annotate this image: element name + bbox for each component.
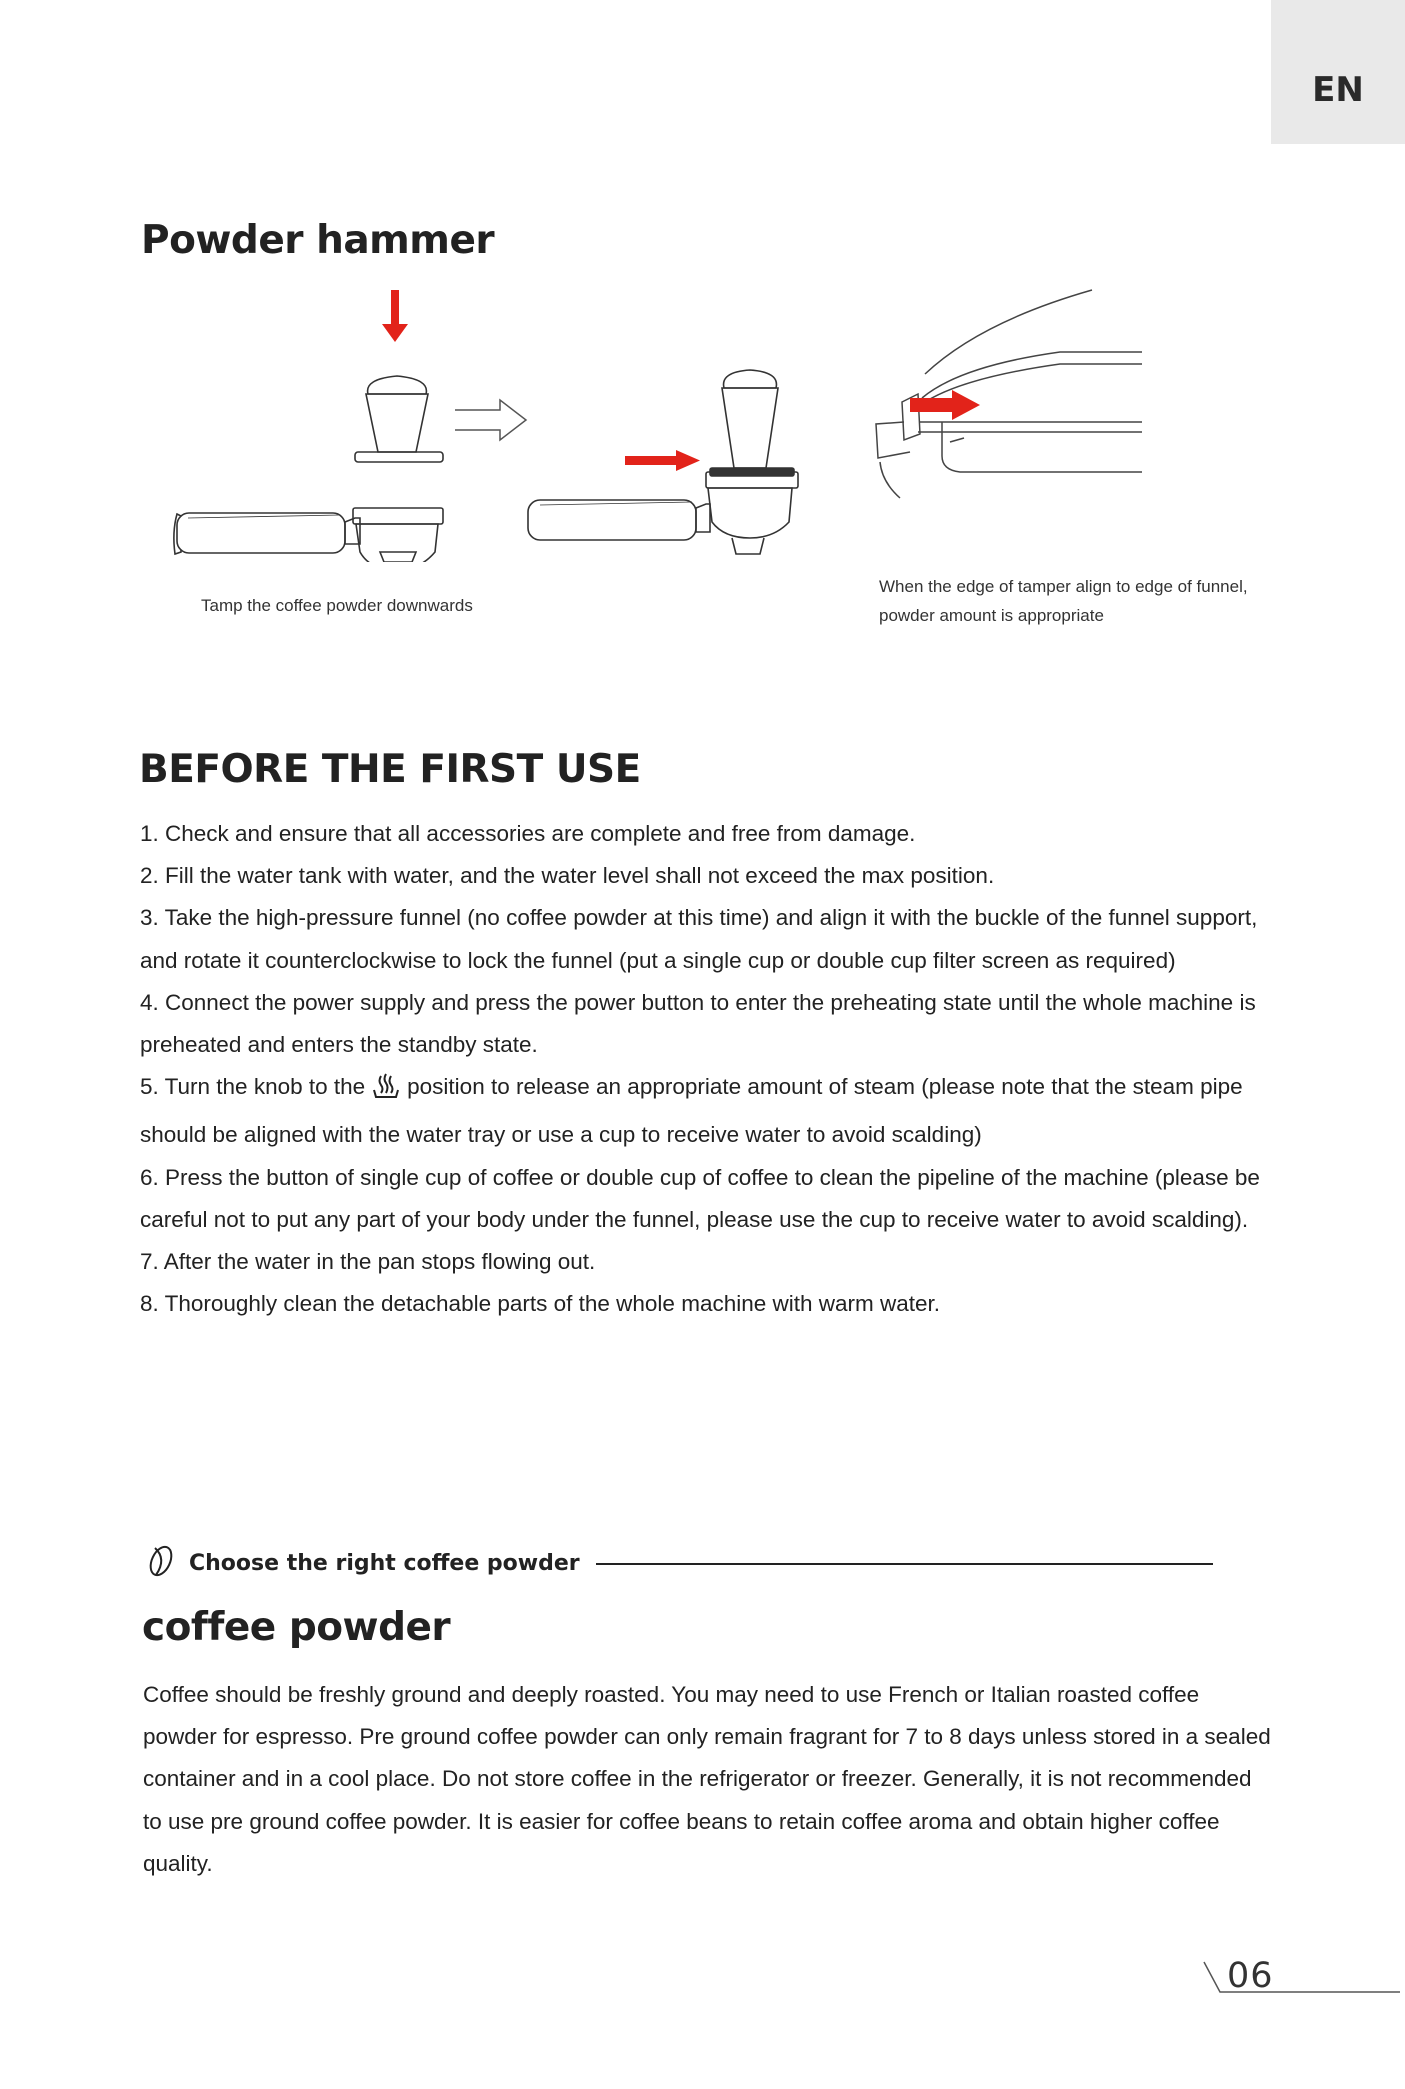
step-6: 6. Press the button of single cup of coffee or double cup of coffee to clean the pipeline of the machine (please be careful not to put any part of your body under the funnel, please use the cup to receive water to avoid scalding). [140,1164,1260,1232]
tamper-closeup [876,290,1142,498]
subheading-divider [596,1563,1213,1565]
tamping-illustration [160,282,1160,562]
step-8: 8. Thoroughly clean the detachable parts of the whole machine with warm water. [140,1291,941,1317]
step-2: 2. Fill the water tank with water, and the water level shall not exceed the max position. [140,863,995,889]
caption-tamp-downwards: Tamp the coffee powder downwards [201,596,473,615]
step-3: 3. Take the high-pressure funnel (no coffee powder at this time) and align it with the buckle of the funnel support, and rotate it counterclockwise to lock the funnel (put a single cup or double cup filter screen as required) [140,905,1258,973]
page-number-block [1200,1956,1405,2006]
red-arrow-right-2 [625,450,700,471]
caption-edge-alignment: When the edge of tamper align to edge of funnel, powder amount is appropriate [879,577,1248,625]
step-4: 4. Connect the power supply and press the power button to enter the preheating state until the whole machine is preheated and enters the standby state. [140,989,1256,1058]
transition-arrow [455,400,526,440]
step-7: 7. After the water in the pan stops flowing out. [140,1249,596,1275]
coffee-subheading-label: Choose the right coffee powder [189,1550,580,1576]
step-5 [140,1066,1270,1156]
coffee-bean-icon [143,1543,179,1584]
tamper-step-1 [174,376,443,562]
step-1: 1. Check and ensure that all accessories are complete and free from damage. [140,821,916,846]
before-first-use-title: BEFORE THE FIRST USE [139,747,641,792]
coffee-subheading-row [143,1543,1213,1583]
step-5-text-after: position to release an appropriate amount of steam (please note that the steam pipe should be aligned with the water tray or use a cup to receive water to avoid scalding) [140,1074,1243,1148]
step-5-text-before: 5. Turn the knob to the [140,1074,366,1100]
language-tab: EN [1271,0,1405,144]
coffee-powder-title: coffee powder [142,1605,451,1650]
first-use-steps [140,813,1270,1325]
coffee-powder-paragraph: Coffee should be freshly ground and deeply roasted. You may need to use French or Italian roasted coffee powder for espresso. Pre ground coffee powder can only remain fragrant for 7 to 8 days unless stored in a sealed container and in a cool place. Do not store coffee in the refrigerator or freezer. Generally, it is not recommended to use pre ground coffee powder. It is easier for coffee beans to retain coffee aroma and obtain higher coffee quality. [143,1682,1271,1876]
red-arrow-right-3 [910,390,980,420]
steam-icon [371,1072,401,1114]
page-number: 06 [1227,1956,1274,1996]
red-arrow-down [382,290,408,342]
powder-hammer-title: Powder hammer [141,218,495,263]
